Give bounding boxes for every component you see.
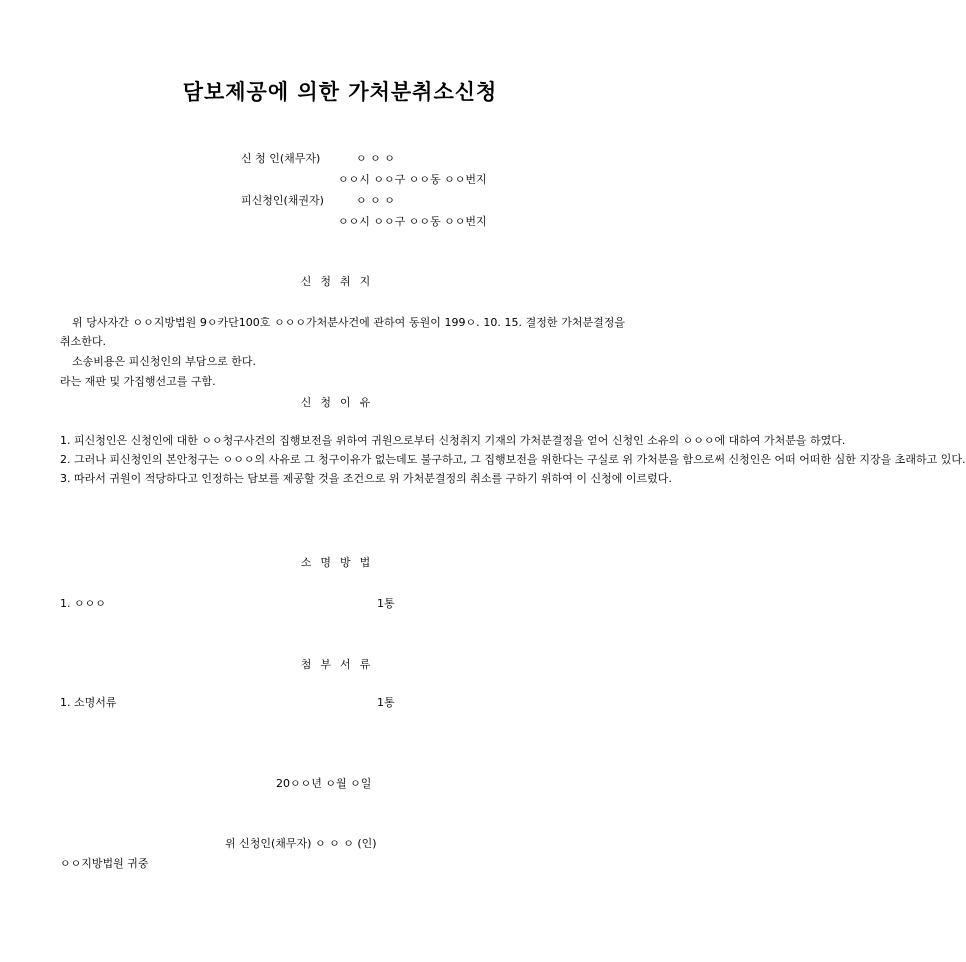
attachments-heading: 첨부서류 (300, 658, 380, 671)
applicant-signature: 위 신청인(채무자) ㅇ ㅇ ㅇ (인) (225, 837, 377, 850)
respondent-name: ㅇ ㅇ ㅇ (356, 194, 395, 207)
purpose-line-3: 라는 재판 및 가집행선고를 구함. (60, 375, 216, 388)
court-addressee: ㅇㅇ지방법원 귀중 (60, 857, 149, 870)
respondent-label: 피신청인(채권자) (241, 194, 324, 207)
reason-item: 2. 그러나 피신청인의 본안청구는 ㅇㅇㅇ의 사유로 그 청구이유가 없는데도 불구하고, 그 집행보전을 위한다는 구실로 위 가처분을 함으로써 신청인은 어떠 어떠한 심한 지장을 초래하고 있다. (60, 453, 966, 466)
evidence-item: 1. ㅇㅇㅇ (60, 597, 106, 610)
purpose-heading: 신청취지 (300, 275, 380, 288)
applicant-name: ㅇ ㅇ ㅇ (356, 152, 395, 165)
applicant-address: ㅇㅇ시 ㅇㅇ구 ㅇㅇ동 ㅇㅇ번지 (338, 173, 487, 186)
evidence-count: 1통 (377, 597, 395, 610)
filing-date: 20ㅇㅇ년 ㅇ월 ㅇ일 (276, 777, 372, 790)
purpose-line-1: 위 당사자간 ㅇㅇ지방법원 9ㅇ카단100호 ㅇㅇㅇ가처분사건에 관하여 동원이 199ㅇ. 10. 15. 결정한 가처분결정을 취소한다. (60, 316, 625, 348)
purpose-line-2: 소송비용은 피신청인의 부담으로 한다. (72, 355, 257, 368)
reason-item: 1. 피신청인은 신청인에 대한 ㅇㅇ청구사건의 집행보전을 위하여 귀원으로부터 신청취지 기재의 가처분결정을 얻어 신청인 소유의 ㅇㅇㅇ에 대하여 가처분을 하였다. (60, 434, 846, 447)
applicant-label: 신 청 인(채무자) (241, 152, 321, 165)
reasons-list (60, 431, 966, 488)
reason-item: 3. 따라서 귀원이 적당하다고 인정하는 담보를 제공할 것을 조건으로 위 가처분결정의 취소를 구하기 위하여 이 신청에 이르렀다. (60, 472, 672, 485)
reasons-heading: 신청이유 (300, 396, 380, 409)
evidence-heading: 소명방법 (300, 556, 380, 569)
attachment-item: 1. 소명서류 (60, 696, 117, 709)
attachment-count: 1통 (377, 696, 395, 709)
document-title: 담보제공에 의한 가처분취소신청 (182, 79, 498, 104)
respondent-address: ㅇㅇ시 ㅇㅇ구 ㅇㅇ동 ㅇㅇ번지 (338, 215, 487, 228)
